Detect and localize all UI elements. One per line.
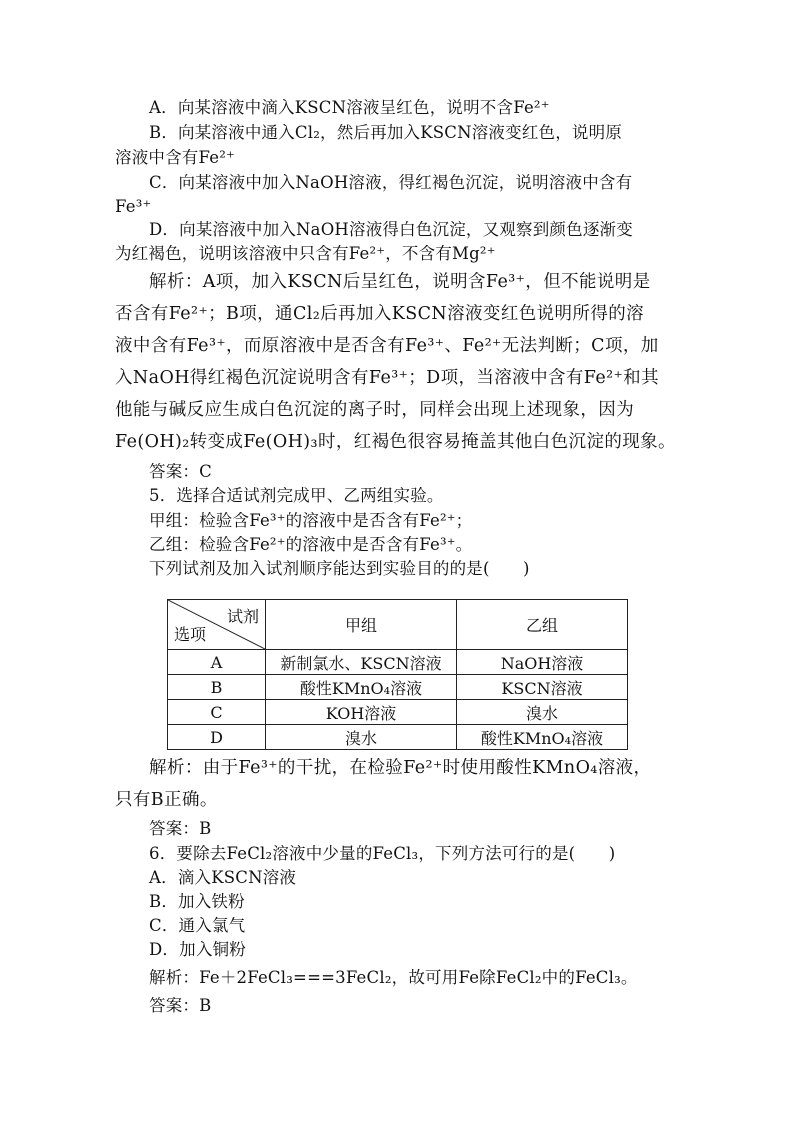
q6-option-d: D．加入铜粉 bbox=[149, 940, 246, 959]
table-row bbox=[168, 700, 628, 725]
corner-label-reagent: 试剂 bbox=[226, 607, 259, 626]
row-option: A bbox=[168, 650, 266, 675]
q5-question: 下列试剂及加入试剂顺序能达到实验目的的是( ) bbox=[149, 559, 530, 578]
table-row bbox=[168, 725, 628, 750]
q4-analysis-line4: 入NaOH得红褐色沉淀说明含有Fe³⁺；D项，当溶液中含有Fe²⁺和其 bbox=[115, 368, 659, 388]
column-header-jia: 甲组 bbox=[266, 600, 457, 650]
q4-option-c-line2: Fe³⁺ bbox=[115, 197, 152, 216]
table-corner-cell bbox=[168, 600, 266, 650]
answer-value: ：B bbox=[182, 819, 212, 838]
corner-label-option: 选项 bbox=[174, 625, 207, 644]
reagent-table bbox=[167, 599, 628, 750]
q4-option-b-line2: 溶液中含有Fe²⁺ bbox=[115, 148, 235, 167]
q6-option-c: C．通入氯气 bbox=[149, 916, 246, 935]
q5-group-yi: 乙组：检验含Fe²⁺的溶液中是否含有Fe³⁺。 bbox=[149, 535, 473, 554]
q4-analysis-line5: 他能与碱反应生成白色沉淀的离子时，同样会出现上述现象，因为 bbox=[115, 400, 635, 420]
row-option: D bbox=[168, 725, 266, 750]
analysis-text: ：A项，加入KSCN后呈红色，说明含Fe³⁺，但不能说明是 bbox=[184, 272, 651, 292]
q6-option-a: A．滴入KSCN溶液 bbox=[149, 868, 297, 887]
answer-label: 答案 bbox=[149, 996, 183, 1015]
answer-value: ：C bbox=[182, 462, 212, 481]
answer-label: 答案 bbox=[149, 462, 183, 481]
column-header-yi: 乙组 bbox=[457, 600, 628, 650]
row-yi-reagent: 酸性KMnO₄溶液 bbox=[457, 725, 628, 750]
row-yi-reagent: 溴水 bbox=[457, 700, 628, 725]
q4-option-c-line1: C．向某溶液中加入NaOH溶液，得红褐色沉淀，说明溶液中含有 bbox=[149, 173, 633, 192]
analysis-label: 解析 bbox=[149, 272, 185, 292]
table-row bbox=[168, 675, 628, 700]
row-option: B bbox=[168, 675, 266, 700]
q5-stem: 5．选择合适试剂完成甲、乙两组实验。 bbox=[149, 486, 444, 505]
q4-analysis-line3: 液中含有Fe³⁺，而原溶液中是否含有Fe³⁺、Fe²⁺无法判断；C项，加 bbox=[115, 336, 659, 356]
row-yi-reagent: NaOH溶液 bbox=[457, 650, 628, 675]
q6-stem: 6．要除去FeCl₂溶液中少量的FeCl₃，下列方法可行的是( ) bbox=[149, 844, 616, 863]
q6-answer bbox=[149, 995, 211, 1017]
analysis-label: 解析 bbox=[149, 968, 183, 987]
q5-answer bbox=[149, 818, 211, 840]
row-option: C bbox=[168, 700, 266, 725]
analysis-label: 解析 bbox=[149, 758, 185, 778]
row-jia-reagent: 新制氯水、KSCN溶液 bbox=[266, 650, 457, 675]
table-header-row bbox=[168, 600, 628, 650]
answer-label: 答案 bbox=[149, 819, 183, 838]
q5-analysis-line2: 只有B正确。 bbox=[115, 790, 218, 810]
q6-option-b: B．加入铁粉 bbox=[149, 892, 245, 911]
table-row bbox=[168, 650, 628, 675]
row-yi-reagent: KSCN溶液 bbox=[457, 675, 628, 700]
analysis-text: ：Fe＋2FeCl₃===3FeCl₂，故可用Fe除FeCl₂中的FeCl₃。 bbox=[182, 968, 638, 987]
analysis-text: ：由于Fe³⁺的干扰，在检验Fe²⁺时使用酸性KMnO₄溶液， bbox=[184, 758, 652, 778]
row-jia-reagent: 酸性KMnO₄溶液 bbox=[266, 675, 457, 700]
q5-analysis-line1 bbox=[149, 756, 651, 780]
q4-analysis-line2: 否含有Fe²⁺；B项，通Cl₂后再加入KSCN溶液变红色说明所得的溶 bbox=[115, 304, 645, 324]
q4-analysis-line6: Fe(OH)₂转变成Fe(OH)₃时，红褐色很容易掩盖其他白色沉淀的现象。 bbox=[115, 432, 676, 452]
q4-option-d-line2: 为红褐色，说明该溶液中只含有Fe²⁺，不含有Mg²⁺ bbox=[115, 244, 496, 263]
row-jia-reagent: 溴水 bbox=[266, 725, 457, 750]
q6-analysis bbox=[149, 967, 638, 989]
q4-option-d-line1: D．向某溶液中加入NaOH溶液得白色沉淀，又观察到颜色逐渐变 bbox=[149, 220, 633, 239]
q5-group-jia: 甲组：检验含Fe³⁺的溶液中是否含有Fe²⁺； bbox=[149, 511, 473, 530]
q4-answer bbox=[149, 461, 212, 483]
answer-value: ：B bbox=[182, 996, 212, 1015]
q4-option-a: A．向某溶液中滴入KSCN溶液呈红色，说明不含Fe²⁺ bbox=[149, 98, 550, 117]
q4-analysis-line1 bbox=[149, 270, 651, 294]
q4-option-b-line1: B．向某溶液中通入Cl₂，然后再加入KSCN溶液变红色，说明原 bbox=[149, 123, 623, 142]
row-jia-reagent: KOH溶液 bbox=[266, 700, 457, 725]
